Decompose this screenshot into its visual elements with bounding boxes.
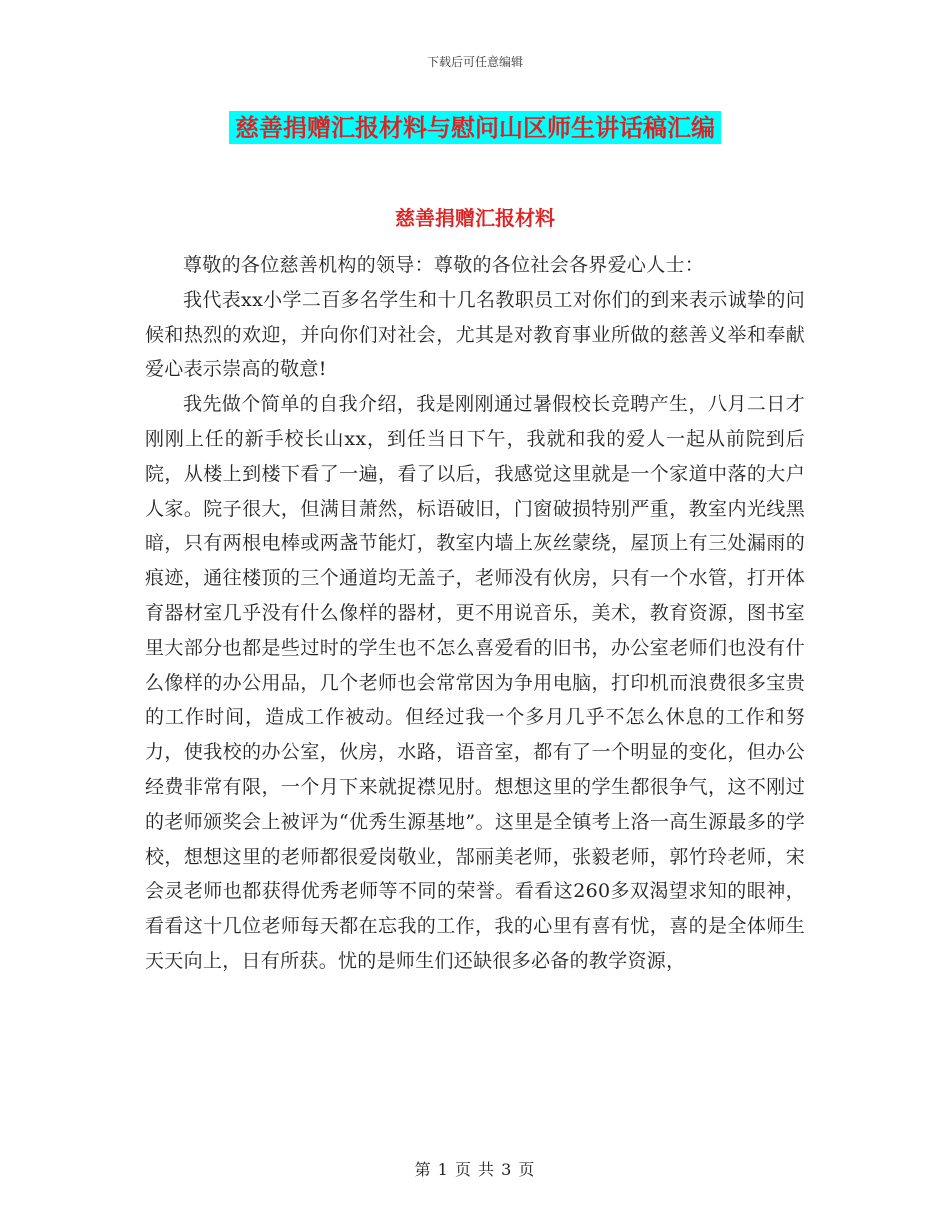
body-text [145, 248, 805, 979]
body-paragraph: 我先做个简单的自我介绍，我是刚刚通过暑假校长竞聘产生，八月二日才刚刚上任的新手校长山xx，到任当日下午，我就和我的爱人一起从前院到后院，从楼上到楼下看了一遍，看了以后，我感觉这里就是一个家道中落的大户人家。院子很大，但满目萧然，标语破旧，门窗破损特别严重，教室内光线黑暗，只有两根电棒或两盏节能灯，教室内墙上灰丝蒙绕，屋顶上有三处漏雨的痕迹，通往楼顶的三个通道均无盖子，老师没有伙房，只有一个水管，打开体育器材室几乎没有什么像样的器材，更不用说音乐，美术，教育资源，图书室里大部分也都是些过时的学生也不怎么喜爱看的旧书，办公室老师们也没有什么像样的办公用品，几个老师也会常常因为争用电脑，打印机而浪费很多宝贵的工作时间，造成工作被动。但经过我一个多月几乎不怎么休息的工作和努力，使我校的办公室，伙房，水路，语音室，都有了一个明显的变化，但办公经费非常有限，一个月下来就捉襟见肘。想想这里的学生都很争气，这不刚过的老师颁奖会上被评为“优秀生源基地”。这里是全镇考上洛一高生源最多的学校，想想这里的老师都很爱岗敬业，郜丽美老师，张毅老师，郭竹玲老师，宋会灵老师也都获得优秀老师等不同的荣誉。看看这260多双渴望求知的眼神，看看这十几位老师每天都在忘我的工作，我的心里有喜有忧，喜的是全体师生天天向上，日有所获。忧的是师生们还缺很多必备的教学资源， [145, 393, 805, 972]
salutation-paragraph: 尊敬的各位慈善机构的领导：尊敬的各位社会各界爱心人士： [183, 254, 705, 276]
document-title-text: 慈善捐赠汇报材料与慰问山区师生讲话稿汇编 [229, 111, 721, 144]
page-footer: 第 1 页 共 3 页 [414, 1160, 536, 1179]
document-title [0, 110, 950, 146]
page-header-note: 下载后可任意编辑 [426, 55, 523, 69]
section-title: 慈善捐赠汇报材料 [395, 206, 555, 230]
body-paragraph: 我代表xx小学二百多名学生和十几名教职员工对你们的到来表示诚挚的问候和热烈的欢迎，并向你们对社会，尤其是对教育事业所做的慈善义举和奉献爱心表示崇高的敬意! [145, 288, 805, 381]
